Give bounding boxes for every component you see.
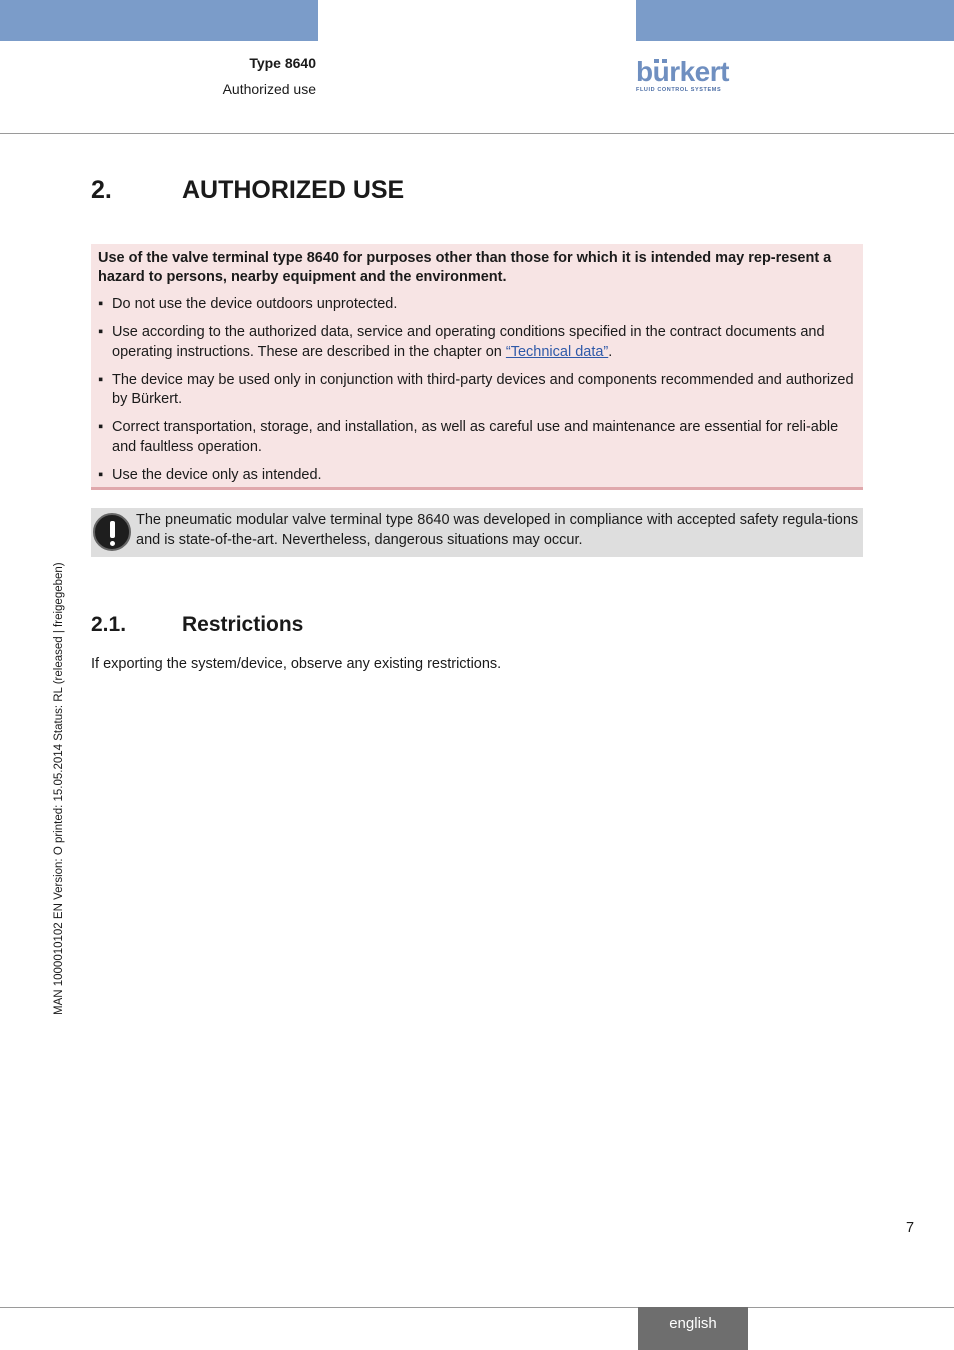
header-divider bbox=[0, 133, 954, 134]
burkert-logo bbox=[636, 57, 736, 97]
warning-list bbox=[98, 295, 858, 494]
note-text: The pneumatic modular valve terminal type 8640 was developed in compliance with accepted safety regula-tions and is state-of-the-art. Nevertheless, dangerous situations may occur. bbox=[136, 512, 859, 548]
warning-item-text: Correct transportation, storage, and installation, as well as careful use and maintenance are essential for reli-able and faultless operation. bbox=[112, 419, 839, 455]
section-title: Restrictions bbox=[182, 613, 304, 636]
logo-wordmark: burkert bbox=[636, 56, 729, 87]
restrictions-paragraph: If exporting the system/device, observe any existing restrictions. bbox=[91, 656, 502, 672]
warning-item-text: Use according to the authorized data, service and operating conditions specified in the contract documents and operating instructions. These are described in the chapter on bbox=[112, 324, 825, 360]
document-info-sidebar: MAN 1000010102 EN Version: O printed: 15.05.2014 Status: RL (released | freigegeben) bbox=[53, 562, 65, 1015]
running-section-title: Authorized use bbox=[222, 81, 316, 97]
warning-item bbox=[98, 466, 858, 486]
warning-box bbox=[91, 244, 863, 490]
warning-item bbox=[98, 371, 858, 410]
footer-divider bbox=[0, 1307, 954, 1308]
chapter-number: 2. bbox=[91, 176, 112, 204]
technical-data-link[interactable]: “Technical data” bbox=[505, 343, 609, 360]
warning-item-text: The device may be used only in conjunction with third-party devices and components recommended and authorized by Bürkert. bbox=[112, 371, 854, 407]
warning-item-text: Do not use the device outdoors unprotected. bbox=[112, 296, 398, 312]
bullet-icon: ▪ bbox=[98, 466, 104, 483]
warning-item bbox=[98, 295, 858, 315]
chapter-title: AUTHORIZED USE bbox=[182, 176, 405, 204]
note-box bbox=[91, 508, 863, 557]
header-bar-right bbox=[636, 0, 954, 41]
bullet-icon: ▪ bbox=[98, 419, 104, 435]
language-tab: english bbox=[638, 1307, 748, 1350]
page-number: 7 bbox=[906, 1220, 915, 1236]
bullet-icon: ▪ bbox=[98, 296, 104, 312]
bullet-icon: ▪ bbox=[98, 371, 104, 388]
logo-tagline: FLUID CONTROL SYSTEMS bbox=[636, 87, 722, 93]
exclamation-icon bbox=[93, 513, 131, 551]
section-number: 2.1. bbox=[91, 613, 127, 636]
warning-item-text: Use the device only as intended. bbox=[112, 466, 322, 483]
header-bar-left bbox=[0, 0, 318, 41]
document-type: Type 8640 bbox=[249, 55, 316, 71]
warning-item bbox=[98, 418, 858, 457]
bullet-icon: ▪ bbox=[98, 324, 104, 340]
warning-lead: Use of the valve terminal type 8640 for purposes other than those for which it is intended may rep-resent a hazard to persons, nearby equipment and the environment. bbox=[98, 250, 832, 285]
warning-item-text-end: . bbox=[608, 343, 613, 360]
warning-item bbox=[98, 323, 858, 362]
